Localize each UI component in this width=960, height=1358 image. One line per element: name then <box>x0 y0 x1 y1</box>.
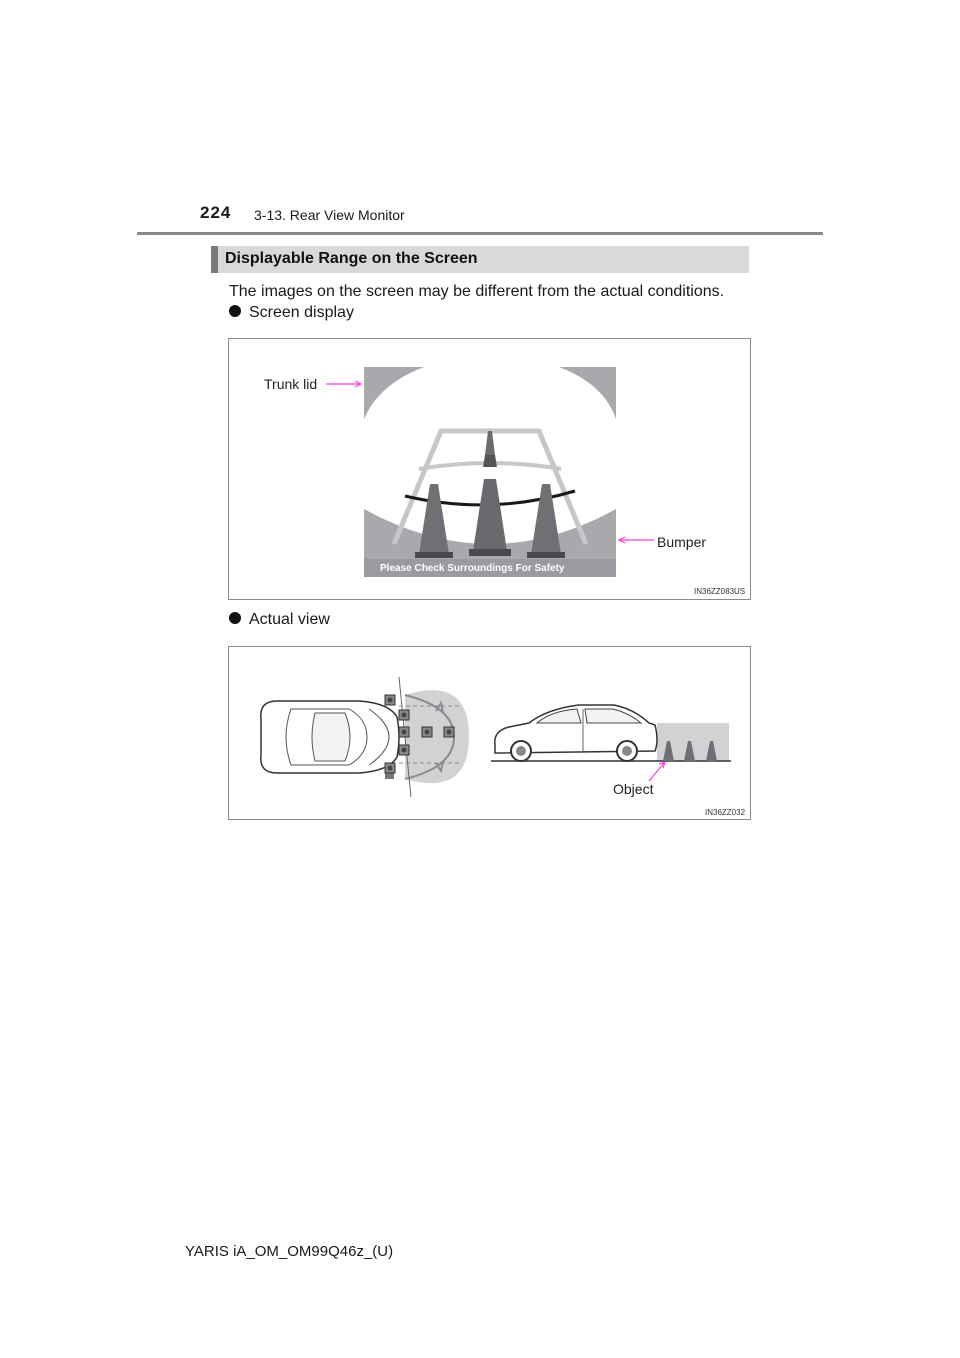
bullet-screen-display <box>229 304 354 322</box>
bullet-dot-icon <box>229 305 241 317</box>
section-title: 3-13. Rear View Monitor <box>254 207 405 223</box>
figure-code: IN36ZZ032 <box>705 808 746 817</box>
bullet-label: Screen display <box>249 304 354 321</box>
screen-safety-text: Please Check Surroundings For Safety <box>380 563 565 574</box>
callout-object: Object <box>613 781 654 797</box>
bullet-actual-view <box>229 611 330 629</box>
footer-document-id: YARIS iA_OM_OM99Q46z_(U) <box>185 1243 394 1260</box>
intro-text: The images on the screen may be different from the actual conditions. <box>229 283 725 300</box>
callout-bumper: Bumper <box>657 534 707 550</box>
actual-view-illustration <box>229 647 750 819</box>
bullet-dot-icon <box>229 612 241 624</box>
header-rule <box>137 232 823 235</box>
heading-accent <box>211 246 218 273</box>
callout-trunk-lid: Trunk lid <box>264 376 318 392</box>
page-number: 224 <box>200 203 232 222</box>
section-heading <box>211 246 749 273</box>
heading-text: Displayable Range on the Screen <box>225 250 478 267</box>
figure-code: IN36ZZ083US <box>694 587 746 596</box>
figure-actual-view <box>228 646 751 820</box>
bullet-label: Actual view <box>249 611 330 628</box>
figure-screen-display <box>228 338 751 600</box>
